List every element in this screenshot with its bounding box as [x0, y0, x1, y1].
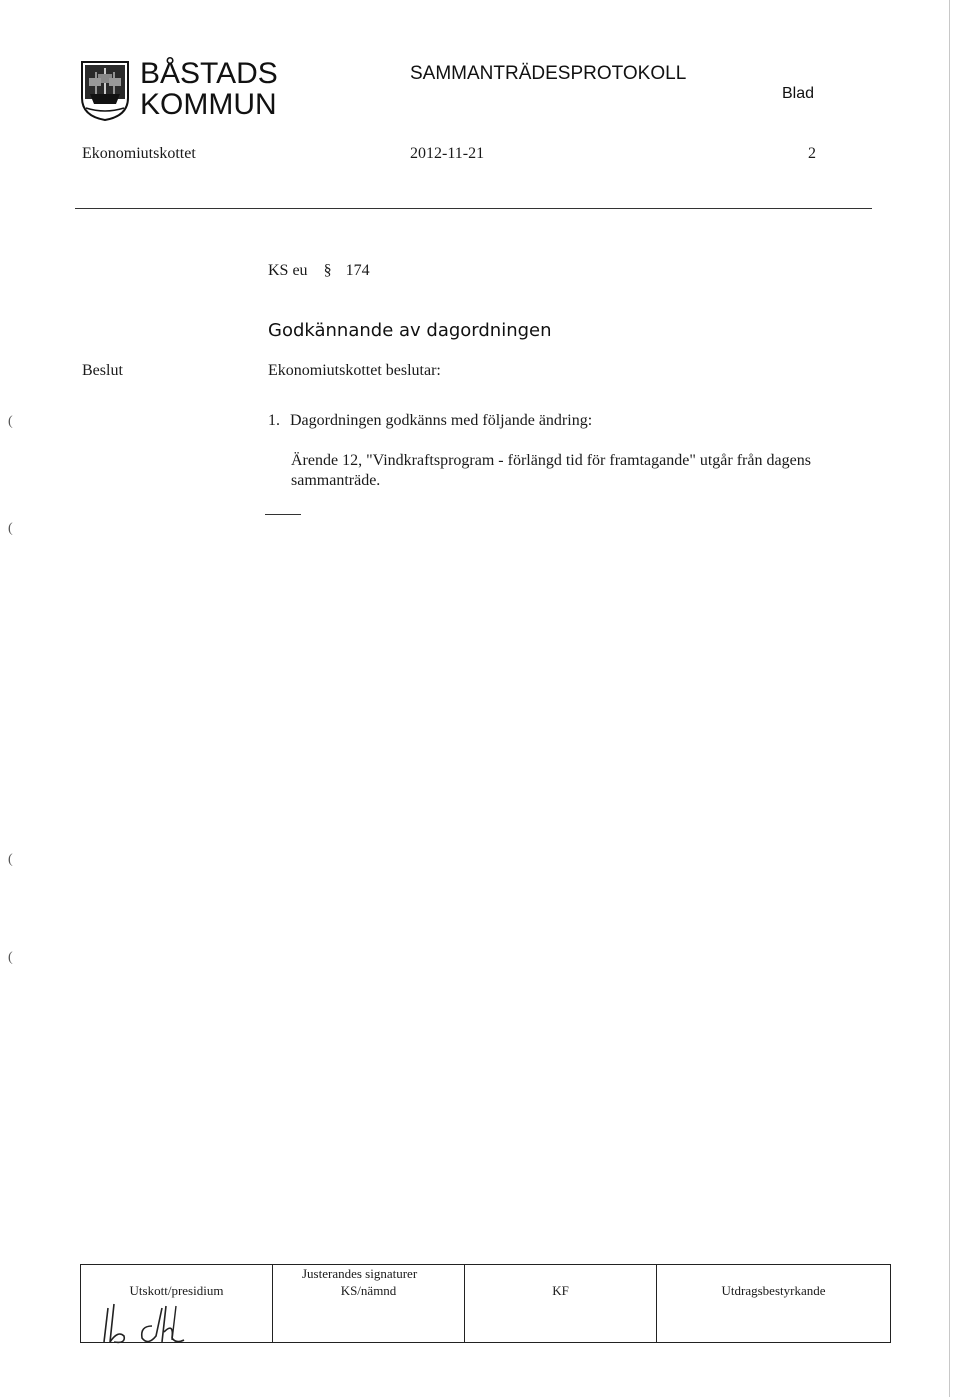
page-number: 2 — [808, 145, 816, 162]
signature-column: Utdragsbestyrkande — [657, 1265, 891, 1343]
committee-name: Ekonomiutskottet — [82, 145, 196, 162]
page-edge — [949, 0, 950, 1397]
signature-column: KF — [465, 1265, 657, 1343]
org-name-line1: BÅSTADS — [140, 57, 278, 90]
org-name-line2: KOMMUN — [140, 88, 277, 121]
handwritten-initials — [100, 1300, 210, 1350]
change-description: Ärende 12, "Vindkraftsprogram - förlängd tid för framtagande" utgår från dagens sammanträde. — [291, 452, 811, 489]
sheet-label: Blad — [782, 85, 815, 102]
paragraph-sign: § — [323, 262, 332, 279]
header-divider — [75, 208, 872, 209]
section-number: 174 — [345, 262, 370, 279]
decision-intro: Ekonomiutskottet beslutar: — [268, 362, 441, 379]
margin-mark: ( — [8, 414, 13, 429]
signature-column: KS/nämnd — [273, 1265, 465, 1343]
signature-column: Utskott/presidium — [81, 1265, 273, 1343]
section-reference — [268, 262, 370, 280]
item-number: 1. — [268, 412, 280, 429]
margin-mark: ( — [8, 950, 13, 965]
section-body: KS eu — [268, 262, 308, 279]
margin-mark: ( — [8, 852, 13, 867]
meeting-date: 2012-11-21 — [410, 145, 485, 162]
signatures-heading: Justerandes signaturer — [302, 1266, 418, 1281]
decision-label: Beslut — [82, 362, 123, 379]
end-divider — [265, 514, 301, 515]
margin-mark: ( — [8, 521, 13, 536]
decision-item — [268, 412, 592, 430]
item-text: Dagordningen godkänns med följande ändring: — [290, 412, 593, 429]
organisation-name — [140, 58, 278, 120]
document-type: SAMMANTRÄDESPROTOKOLL — [410, 63, 687, 84]
section-title: Godkännande av dagordningen — [268, 320, 552, 341]
coat-of-arms-icon — [80, 60, 130, 122]
